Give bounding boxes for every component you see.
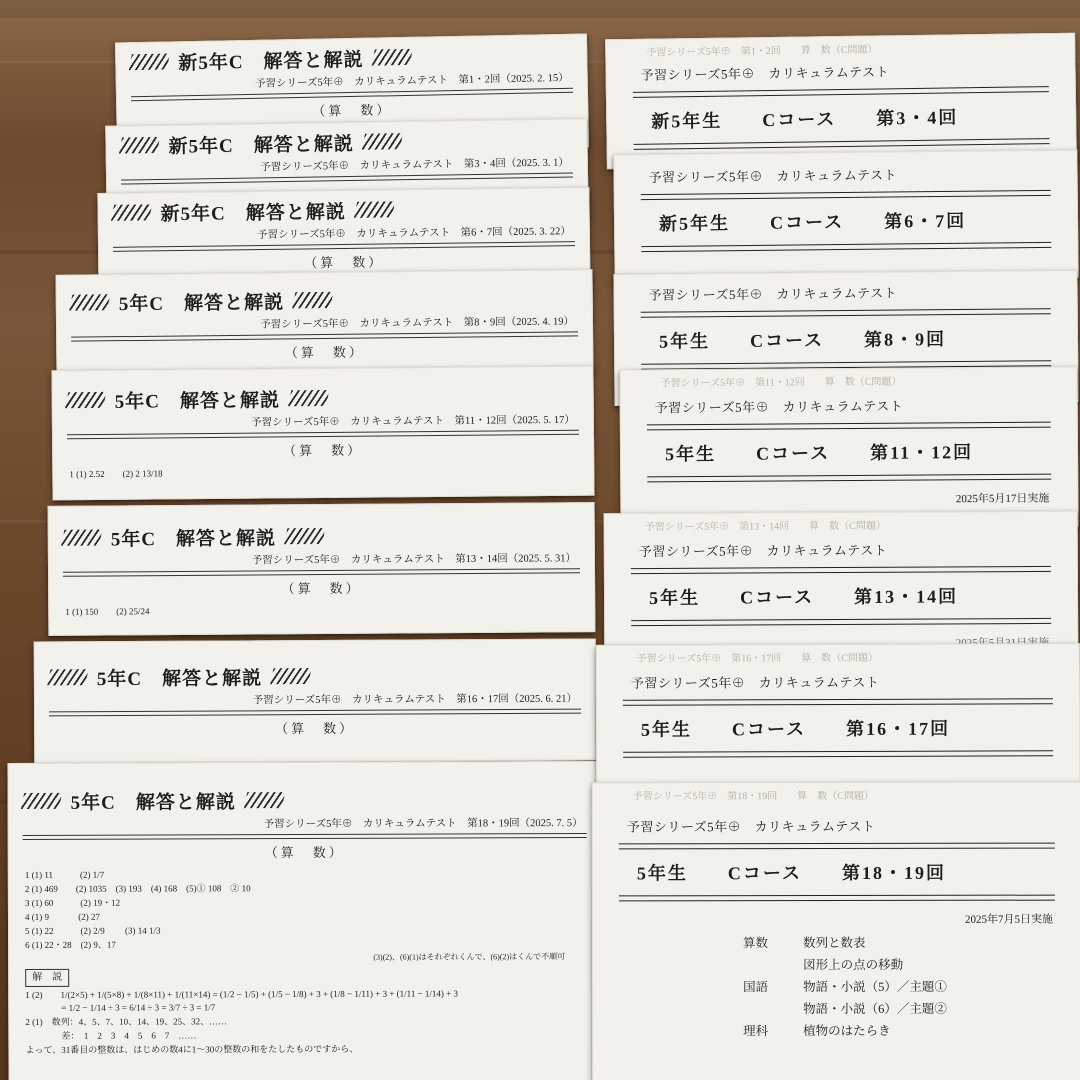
answer-booklet[interactable] bbox=[48, 502, 596, 636]
cover-series: 予習シリーズ5年⊕ カリキュラムテスト bbox=[626, 818, 876, 835]
subject-label: 国語 bbox=[743, 979, 769, 994]
answer-list bbox=[9, 863, 602, 1062]
test-cover[interactable] bbox=[619, 366, 1078, 529]
hatch-decoration-icon bbox=[47, 669, 88, 685]
test-cover[interactable] bbox=[605, 33, 1077, 170]
hatch-decoration-icon bbox=[129, 53, 170, 70]
answer-booklet[interactable] bbox=[51, 366, 594, 501]
test-cover[interactable] bbox=[596, 643, 1080, 797]
rule-bar bbox=[623, 750, 1053, 758]
explanation-line: 1 (2) 1/(2×5) + 1/(5×8) + 1/(8×11) + 1/(11×14) = (1/2 − 1/5) + (1/5 − 1/8) + 3 + (1/8 − 1/11) + 3 + (1/11 − 1/14) + 3 bbox=[25, 987, 459, 1000]
answer-line: 4 (1) 9 (2) 27 bbox=[24, 911, 100, 922]
explanation-line: 差： 1 2 3 4 5 6 7 …… bbox=[25, 1030, 197, 1042]
rule-bar bbox=[647, 474, 1051, 483]
answer-line: 5 (1) 22 (2) 2/9 (3) 14 1/3 bbox=[25, 925, 161, 936]
hatch-decoration-icon bbox=[362, 133, 403, 150]
answer-line: 3 (1) 60 (2) 19・12 bbox=[24, 897, 121, 908]
booklet-subtitle: 予習シリーズ5年⊕ カリキュラムテスト 第18・19回（2025. 7. 5） bbox=[263, 818, 583, 831]
hatch-decoration-icon bbox=[372, 49, 413, 66]
rule-bar bbox=[641, 308, 1051, 318]
booklet-title: 5年C 解答と解説 bbox=[70, 792, 236, 814]
cover-main-title: 5年生 Cコース 第18・19回 bbox=[636, 862, 947, 884]
rule-bar bbox=[623, 698, 1053, 706]
subject-label: 算数 bbox=[743, 936, 769, 951]
test-cover-front[interactable] bbox=[592, 782, 1080, 1080]
booklet-subject: （算 数） bbox=[304, 254, 385, 271]
booklet-title-row bbox=[52, 367, 592, 415]
hatch-decoration-icon bbox=[119, 137, 160, 154]
rule-bar bbox=[631, 566, 1051, 574]
subject-topic: 図形上の点の移動 bbox=[803, 957, 904, 972]
booklet-subject: （算 数） bbox=[264, 844, 345, 861]
explanation-line: よって、31番目の整数は、はじめの数4に1～30の整数の和をたしたものですから、 bbox=[25, 1044, 359, 1056]
booklet-subject: （算 数） bbox=[275, 720, 356, 737]
answer-line: 2 (1) 469 (2) 1035 (3) 193 (4) 168 (5)① 108 ② 10 bbox=[24, 883, 251, 894]
cover-faint-header: 予習シリーズ5年⊕ 第18・19回 算 数（C問題） bbox=[632, 790, 874, 803]
test-cover[interactable] bbox=[613, 150, 1078, 283]
cover-main-title: 新5年生 Cコース 第3・4回 bbox=[651, 107, 959, 132]
booklet-subject: （算 数） bbox=[281, 580, 362, 597]
explanation-line: 2 (1) 数列：4、5、7、10、14、19、25、32、…… bbox=[25, 1016, 228, 1028]
subject-label: 理科 bbox=[743, 1023, 769, 1038]
answer-booklet[interactable] bbox=[34, 639, 597, 764]
subject-topic: 物語・小説（5）／主題① bbox=[803, 979, 947, 994]
cover-faint-header: 予習シリーズ5年⊕ 第11・12回 算 数（C問題） bbox=[660, 376, 902, 390]
cover-main-title: 5年生 Cコース 第11・12回 bbox=[664, 442, 974, 465]
booklet-subject: （算 数） bbox=[284, 344, 365, 361]
answer-line: 1 (1) 11 (2) 1/7 bbox=[24, 869, 105, 880]
hatch-decoration-icon bbox=[61, 530, 102, 546]
cover-series: 予習シリーズ5年⊕ カリキュラムテスト bbox=[640, 64, 890, 83]
cover-series: 予習シリーズ5年⊕ カリキュラムテスト bbox=[638, 542, 888, 560]
cover-main-title: 5年生 Cコース 第13・14回 bbox=[648, 586, 959, 609]
subject-list bbox=[593, 927, 1080, 1043]
booklet-title-row bbox=[8, 762, 600, 815]
rule-bar bbox=[631, 618, 1051, 626]
booklet-subtitle: 予習シリーズ5年⊕ カリキュラムテスト 第16・17回（2025. 6. 21） bbox=[252, 693, 578, 707]
booklet-title: 新5年C 解答と解説 bbox=[160, 201, 346, 226]
cover-series: 予習シリーズ5年⊕ カリキュラムテスト bbox=[648, 285, 898, 303]
booklet-subject: （算 数） bbox=[312, 102, 393, 119]
booklet-subtitle: 予習シリーズ5年⊕ カリキュラムテスト 第11・12回（2025. 5. 17） bbox=[251, 414, 575, 429]
subject-topic: 物語・小説（6）／主題② bbox=[803, 1001, 947, 1016]
kaisetsu-label: 解 説 bbox=[25, 969, 69, 987]
cover-date: 2025年5月17日実施 bbox=[955, 492, 1050, 506]
booklet-subtitle: 予習シリーズ5年⊕ カリキュラムテスト 第13・14回（2025. 5. 31） bbox=[251, 553, 576, 567]
booklet-subject: （算 数） bbox=[283, 442, 364, 459]
hatch-decoration-icon bbox=[354, 201, 395, 218]
booklet-subtitle: 予習シリーズ5年⊕ カリキュラムテスト 第1・2回（2025. 2. 15） bbox=[254, 72, 569, 90]
hatch-decoration-icon bbox=[284, 528, 325, 544]
subject-row bbox=[743, 933, 1080, 955]
subject-row bbox=[743, 954, 1080, 976]
subject-row bbox=[743, 998, 1080, 1020]
booklet-title-row bbox=[56, 270, 591, 317]
hatch-decoration-icon bbox=[65, 392, 106, 408]
cover-series: 予習シリーズ5年⊕ カリキュラムテスト bbox=[654, 398, 904, 416]
subject-topic: 数列と数表 bbox=[803, 935, 866, 951]
answer-booklet[interactable] bbox=[55, 269, 593, 377]
cover-series: 予習シリーズ5年⊕ カリキュラムテスト bbox=[648, 167, 898, 186]
explanation-line: = 1/2 − 1/14 ÷ 3 = 6/14 ÷ 3 = 3/7 ÷ 3 = 1/7 bbox=[25, 1002, 216, 1014]
hatch-decoration-icon bbox=[111, 204, 152, 221]
hatch-decoration-icon bbox=[244, 792, 285, 808]
cover-faint-header: 予習シリーズ5年⊕ 第16・17回 算 数（C問題） bbox=[636, 652, 878, 665]
subject-topic: 植物のはたらき bbox=[803, 1023, 891, 1038]
booklet-title: 5年C 解答と解説 bbox=[96, 668, 263, 691]
hatch-decoration-icon bbox=[21, 793, 62, 809]
booklet-title-row bbox=[35, 640, 595, 692]
hatch-decoration-icon bbox=[288, 390, 329, 406]
cover-date: 2025年7月5日実施 bbox=[964, 913, 1053, 926]
cover-main-title: 5年生 Cコース 第8・9回 bbox=[658, 329, 947, 352]
subject-row bbox=[743, 1020, 1080, 1042]
booklet-answer-preview: 1 (1) 2.52 (2) 2 13/18 bbox=[69, 468, 163, 480]
booklet-subtitle: 予習シリーズ5年⊕ カリキュラムテスト 第8・9回（2025. 4. 19） bbox=[260, 316, 575, 331]
booklet-subtitle: 予習シリーズ5年⊕ カリキュラムテスト 第3・4回（2025. 3. 1） bbox=[260, 157, 569, 174]
booklet-title: 5年C 解答と解説 bbox=[114, 390, 281, 413]
answer-booklet-front[interactable] bbox=[7, 761, 602, 1080]
cover-faint-header: 予習シリーズ5年⊕ 第13・14回 算 数（C問題） bbox=[644, 520, 886, 534]
hatch-decoration-icon bbox=[270, 668, 311, 684]
booklet-title: 新5年C 解答と解説 bbox=[178, 49, 364, 75]
booklet-title-row bbox=[49, 503, 594, 552]
booklet-title: 5年C 解答と解説 bbox=[110, 528, 277, 551]
hatch-decoration-icon bbox=[292, 292, 333, 308]
rule-bar bbox=[619, 895, 1055, 902]
booklet-title: 5年C 解答と解説 bbox=[118, 292, 285, 316]
floor-plank bbox=[0, 0, 1080, 18]
booklet-answer-preview: 1 (1) 150 (2) 25/24 bbox=[65, 606, 150, 617]
booklet-subtitle: 予習シリーズ5年⊕ カリキュラムテスト 第6・7回（2025. 3. 22） bbox=[257, 226, 571, 242]
cover-main-title: 5年生 Cコース 第16・17回 bbox=[640, 718, 951, 740]
cover-faint-header: 予習シリーズ5年⊕ 第1・2回 算 数（C問題） bbox=[646, 44, 878, 59]
answer-note: (3)(2)、(6)(1)はそれぞれくんで、(6)(2)はくんで不順可 bbox=[373, 951, 566, 962]
cover-series: 予習シリーズ5年⊕ カリキュラムテスト bbox=[630, 674, 880, 691]
booklet-title: 新5年C 解答と解説 bbox=[168, 133, 354, 158]
subject-row bbox=[743, 976, 1080, 998]
answer-line: 6 (1) 22・28 (2) 9、17 bbox=[25, 939, 116, 950]
hatch-decoration-icon bbox=[69, 294, 110, 310]
cover-main-title: 新5年生 Cコース 第6・7回 bbox=[658, 210, 967, 234]
rule-bar bbox=[23, 833, 587, 840]
rule-bar bbox=[647, 422, 1051, 431]
rule-bar bbox=[619, 843, 1055, 850]
